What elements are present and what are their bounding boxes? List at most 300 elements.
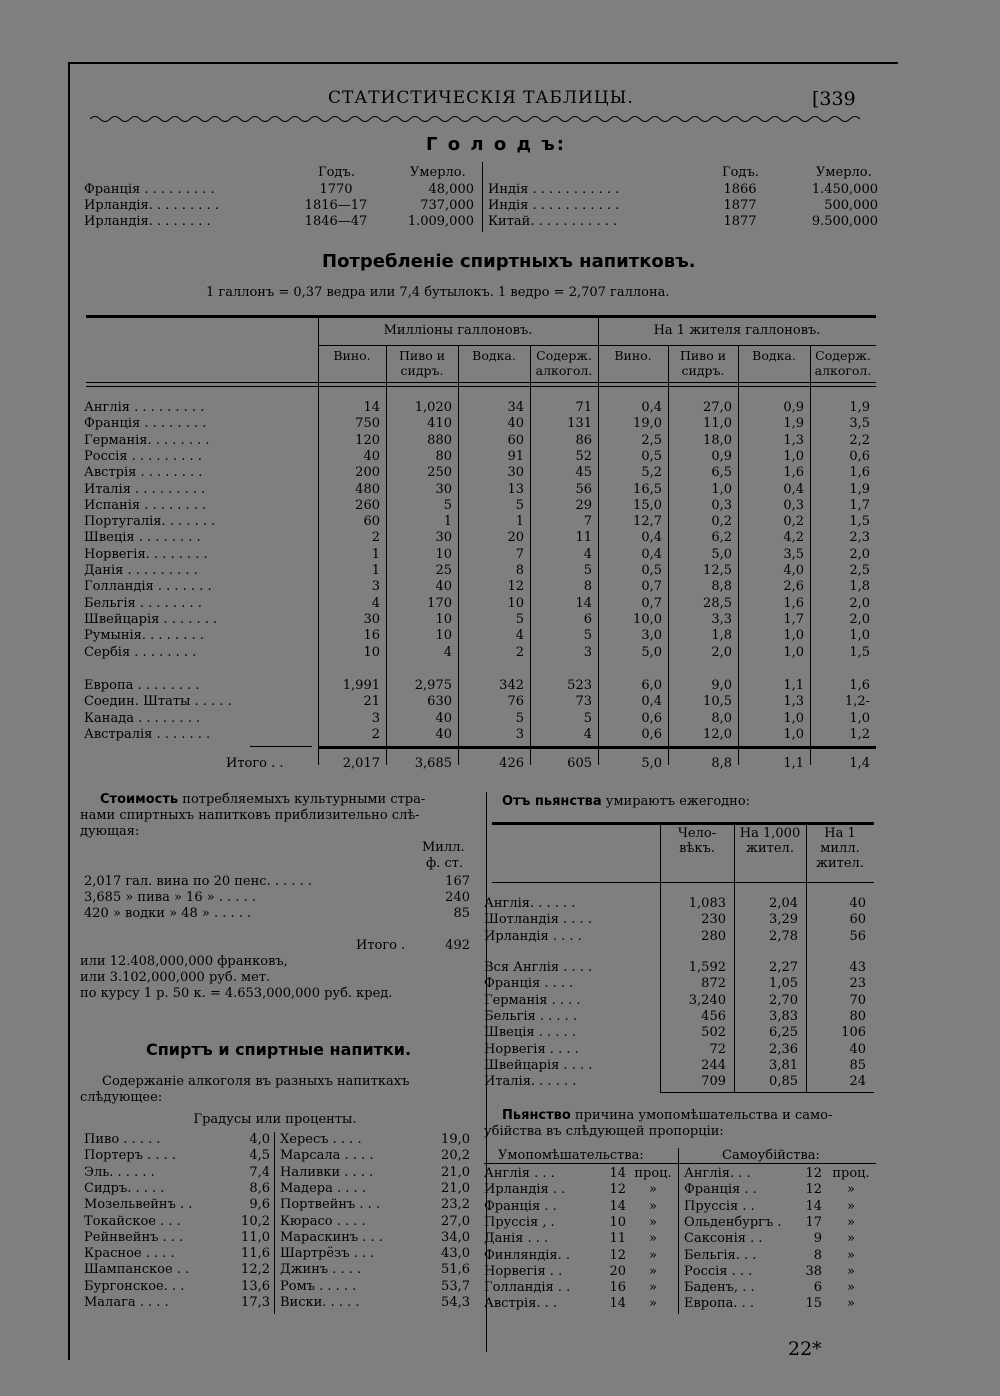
consumption-cell: 40 <box>363 448 380 464</box>
cause-number: 11 <box>609 1231 626 1247</box>
spirit-value: 20,2 <box>441 1148 470 1164</box>
spirit-name: Мадера . . . . <box>280 1180 366 1196</box>
consumption-cell: 2,0 <box>849 546 870 562</box>
consumption-cell: 342 <box>499 678 524 693</box>
cause-country: Европа. . . <box>684 1296 755 1312</box>
consumption-cell: 2,5 <box>641 432 662 448</box>
consumption-cell: 12 <box>507 579 524 595</box>
consumption-cell: 6,2 <box>711 530 732 546</box>
consumption-cell: 71 <box>575 400 592 415</box>
consumption-cell: 5 <box>515 710 524 726</box>
drunk-cell: 230 <box>701 912 726 928</box>
drunk-cell: 709 <box>701 1074 726 1090</box>
consumption-cell: 880 <box>427 432 452 448</box>
cause-country: Финляндія. . <box>484 1247 571 1263</box>
famine-country: Индія . . . . . . . . . . . <box>488 198 620 213</box>
consumption-cell: 40 <box>435 726 452 742</box>
consumption-cell: 3 <box>515 726 524 742</box>
spirit-name: Мозельвейнъ . . <box>84 1197 193 1213</box>
drunk-country: Англія. . . . . . <box>484 896 576 911</box>
consumption-cell: 131 <box>567 416 592 432</box>
consumption-cell: 120 <box>355 432 380 448</box>
consumption-cell: 1,020 <box>414 400 452 415</box>
consumption-cell: 2 <box>515 644 524 660</box>
group-header-per-capita: На 1 жителя галлоновъ. <box>653 323 821 338</box>
cost-line-value: 85 <box>453 906 470 921</box>
consumption-country: Бельгія . . . . . . . . <box>84 595 202 611</box>
consumption-cell: 200 <box>355 465 380 481</box>
consumption-cell: 7 <box>515 546 524 562</box>
consumption-cell: 1,0 <box>849 628 870 644</box>
cause-country: Данія . . . <box>484 1231 549 1247</box>
consumption-cell: 1,3 <box>783 694 804 710</box>
cause-country: Англія. . . <box>684 1166 751 1181</box>
consumption-cell: 56 <box>575 481 592 497</box>
spirits-intro2: слѣдующее: <box>80 1090 163 1105</box>
consumption-cell: 3 <box>371 710 380 726</box>
cause-unit: » <box>847 1247 855 1263</box>
spirit-name: Сидръ. . . . . <box>84 1180 165 1196</box>
consumption-col-header: Водка. <box>472 348 516 363</box>
famine-country: Индія . . . . . . . . . . . <box>488 182 620 197</box>
drunk-cell: 2,78 <box>769 928 798 944</box>
spirit-name: Токайское . . . <box>84 1213 181 1229</box>
consumption-cell: 40 <box>507 416 524 432</box>
consumption-total-cell: 8,8 <box>711 756 732 771</box>
consumption-cell: 1,2- <box>844 694 870 710</box>
cost-text2: нами спиртныхъ напитковъ приблизительно слѣ- <box>80 808 420 823</box>
consumption-country: Англія . . . . . . . . . <box>84 400 205 415</box>
consumption-cell: 21 <box>363 694 380 710</box>
drunk-country: Италія. . . . . . <box>484 1074 577 1090</box>
consumption-cell: 1,0 <box>849 710 870 726</box>
cause-unit: проц. <box>634 1166 672 1181</box>
consumption-cell: 30 <box>435 530 452 546</box>
consumption-cell: 5 <box>583 563 592 578</box>
spirit-name: Ромъ . . . . . <box>280 1278 357 1294</box>
consumption-cell: 2,6 <box>783 579 804 595</box>
spirit-name: Рейнвейнъ . . . <box>84 1229 184 1245</box>
spirit-value: 21,0 <box>441 1180 470 1196</box>
consumption-total-cell: 3,685 <box>414 756 452 771</box>
famine-title: Г о л о д ъ: <box>426 134 566 155</box>
cost-line-desc: 3,685 » пива » 16 » . . . . . <box>84 890 257 905</box>
consumption-total-label: Итого . . <box>226 756 284 771</box>
consumption-country: Сербія . . . . . . . . <box>84 644 197 660</box>
drunk-country: Швеція . . . . . <box>484 1025 576 1041</box>
consumption-cell: 2,975 <box>414 678 452 693</box>
cause-number: 14 <box>805 1198 822 1214</box>
drunk-cell: 85 <box>849 1057 866 1073</box>
cause-unit: » <box>649 1198 657 1214</box>
document-page <box>68 62 898 1360</box>
consumption-cell: 5 <box>443 497 452 513</box>
cause-head-left: Умопомѣшательства: <box>498 1148 644 1163</box>
consumption-cell: 4 <box>515 628 524 644</box>
spirit-value: 11,6 <box>241 1246 270 1262</box>
drunk-cell: 2,04 <box>769 896 798 911</box>
consumption-cell: 8 <box>583 579 592 595</box>
consumption-country: Австралія . . . . . . . <box>84 726 211 742</box>
consumption-cell: 11,0 <box>703 416 732 432</box>
cause-number: 10 <box>609 1214 626 1230</box>
cause-country: Англія . . . <box>484 1166 555 1181</box>
cause-number: 6 <box>813 1280 822 1296</box>
consumption-cell: 16 <box>363 628 380 644</box>
consumption-cell: 6,0 <box>641 678 662 693</box>
consumption-cell: 10,5 <box>703 694 732 710</box>
consumption-cell: 1,8 <box>711 628 732 644</box>
drunk-cell: 280 <box>701 928 726 944</box>
cause-number: 8 <box>813 1247 822 1263</box>
cause-unit: проц. <box>832 1166 870 1181</box>
consumption-country: Соедин. Штаты . . . . . <box>84 694 232 710</box>
consumption-cell: 3,5 <box>849 416 870 432</box>
consumption-country: Испанія . . . . . . . . <box>84 497 207 513</box>
spirit-value: 21,0 <box>441 1164 470 1180</box>
page-header-title: СТАТИСТИЧЕСКІЯ ТАБЛИЦЫ. <box>328 88 634 108</box>
consumption-cell: 5 <box>583 710 592 726</box>
consumption-cell: 12,5 <box>703 563 732 578</box>
famine-died: 1.009,000 <box>407 214 474 229</box>
consumption-cell: 13 <box>507 481 524 497</box>
cause-unit: » <box>649 1263 657 1279</box>
consumption-cell: 5 <box>515 497 524 513</box>
famine-died: 500,000 <box>824 198 878 213</box>
drunk-cell: 456 <box>701 1008 726 1024</box>
consumption-cell: 19,0 <box>633 416 662 432</box>
consumption-cell: 14 <box>575 595 592 611</box>
spirit-name: Кюрасо . . . . <box>280 1213 366 1229</box>
consumption-cell: 1,9 <box>783 416 804 432</box>
consumption-cell: 4 <box>371 595 380 611</box>
consumption-cell: 2,3 <box>849 530 870 546</box>
consumption-cell: 6 <box>583 611 592 627</box>
drunk-cell: 0,85 <box>769 1074 798 1090</box>
consumption-cell: 523 <box>567 678 592 693</box>
famine-year: 1866 <box>723 182 757 197</box>
consumption-cell: 14 <box>363 400 380 415</box>
consumption-cell: 1,8 <box>849 579 870 595</box>
cause-number: 38 <box>805 1263 822 1279</box>
consumption-cell: 12,0 <box>703 726 732 742</box>
spirit-value: 54,3 <box>441 1295 470 1310</box>
consumption-cell: 1 <box>371 563 380 578</box>
consumption-cell: 4,0 <box>783 563 804 578</box>
drunk-cell: 502 <box>701 1025 726 1041</box>
spirit-name: Эль. . . . . . <box>84 1164 155 1180</box>
drunk-cell: 3,29 <box>769 912 798 928</box>
cause-number: 14 <box>609 1296 626 1312</box>
cost-line-desc: 2,017 гал. вина по 20 пенс. . . . . . <box>84 874 313 889</box>
consumption-cell: 1,3 <box>783 432 804 448</box>
cause-number: 14 <box>609 1166 626 1181</box>
consumption-cell: 2,5 <box>849 563 870 578</box>
consumption-cell: 60 <box>507 432 524 448</box>
cause-country: Ольденбургъ . <box>684 1214 782 1230</box>
consumption-cell: 3,5 <box>783 546 804 562</box>
consumption-cell: 1,0 <box>711 481 732 497</box>
consumption-cell: 260 <box>355 497 380 513</box>
consumption-cell: 4 <box>583 726 592 742</box>
consumption-cell: 1,7 <box>783 611 804 627</box>
spirit-value: 13,6 <box>241 1278 270 1294</box>
consumption-country: Португалія. . . . . . . <box>84 514 216 530</box>
spirits-title: Спиртъ и спиртные напитки. <box>146 1040 412 1059</box>
famine-year: 1846—47 <box>304 214 368 229</box>
cause-country: Саксонія . . <box>684 1231 763 1247</box>
consumption-cell: 0,2 <box>711 514 732 530</box>
consumption-cell: 34 <box>507 400 524 415</box>
consumption-cell: 1,6 <box>849 678 870 693</box>
consumption-cell: 2,0 <box>711 644 732 660</box>
drunk-country: Вся Англія . . . . <box>484 960 593 975</box>
spirits-caption: Градусы или проценты. <box>193 1112 357 1127</box>
consumption-total-cell: 1,1 <box>783 756 804 771</box>
cause-country: Франція . . <box>484 1198 557 1214</box>
spirit-value: 4,5 <box>249 1148 270 1164</box>
cause-text1: причина умопомѣшательства и само- <box>570 1108 833 1123</box>
spirit-value: 4,0 <box>249 1132 270 1147</box>
cause-country: Ирландія . . <box>484 1182 566 1198</box>
spirit-value: 10,2 <box>241 1213 270 1229</box>
consumption-cell: 0,4 <box>641 546 662 562</box>
cause-unit: » <box>649 1231 657 1247</box>
consumption-cell: 52 <box>575 448 592 464</box>
cause-unit: » <box>649 1214 657 1230</box>
consumption-cell: 3 <box>583 644 592 660</box>
cost-or3: по курсу 1 р. 50 к. = 4.653,000,000 руб. кред. <box>80 986 393 1001</box>
consumption-cell: 10 <box>435 546 452 562</box>
consumption-cell: 76 <box>507 694 524 710</box>
wavy-rule <box>90 114 860 124</box>
cause-number: 12 <box>609 1182 626 1198</box>
drunk-cell: 60 <box>849 912 866 928</box>
drunk-cell: 24 <box>849 1074 866 1090</box>
consumption-cell: 0,7 <box>641 579 662 595</box>
drunk-cell: 70 <box>849 992 866 1008</box>
consumption-cell: 25 <box>435 563 452 578</box>
cost-line-value: 240 <box>445 890 470 905</box>
consumption-cell: 2,2 <box>849 432 870 448</box>
famine-col-died-left: Умерло. <box>410 165 466 180</box>
consumption-cell: 6,5 <box>711 465 732 481</box>
consumption-cell: 40 <box>435 710 452 726</box>
consumption-cell: 0,5 <box>641 563 662 578</box>
consumption-cell: 480 <box>355 481 380 497</box>
famine-country: Ирландія. . . . . . . . . <box>84 198 219 213</box>
cause-country: Франція . . <box>684 1182 757 1198</box>
consumption-cell: 45 <box>575 465 592 481</box>
cause-country: Норвегія . . <box>484 1263 563 1279</box>
drunk-col-header: На 1 милл. жител. <box>816 826 864 871</box>
cause-text2: убійства въ слѣдующей пропорціи: <box>484 1124 724 1139</box>
consumption-title: Потребленіе спиртныхъ напитковъ. <box>322 251 696 272</box>
consumption-total-cell: 5,0 <box>641 756 662 771</box>
spirit-value: 51,6 <box>441 1262 470 1278</box>
consumption-cell: 5,0 <box>711 546 732 562</box>
consumption-total-cell: 1,4 <box>849 756 870 771</box>
cause-country: Россія . . . <box>684 1263 753 1279</box>
consumption-cell: 0,3 <box>711 497 732 513</box>
famine-col-year-right: Годъ. <box>722 165 759 180</box>
consumption-country: Норвегія. . . . . . . . <box>84 546 208 562</box>
cause-number: 15 <box>805 1296 822 1312</box>
spirit-name: Малага . . . . <box>84 1295 169 1310</box>
consumption-col-header: Пиво и сидръ. <box>679 348 727 378</box>
consumption-cell: 28,5 <box>703 595 732 611</box>
spirit-value: 9,6 <box>249 1197 270 1213</box>
spirits-intro1: Содержаніе алкоголя въ разныхъ напиткахъ <box>102 1074 410 1089</box>
cost-line-value: 167 <box>445 874 470 889</box>
consumption-cell: 1,6 <box>783 595 804 611</box>
consumption-cell: 3,3 <box>711 611 732 627</box>
consumption-cell: 30 <box>507 465 524 481</box>
drunk-cell: 23 <box>849 976 866 992</box>
consumption-cell: 2 <box>371 530 380 546</box>
drunk-country: Швейцарія . . . . <box>484 1057 593 1073</box>
drunk-cell: 72 <box>709 1041 726 1057</box>
cause-number: 12 <box>805 1166 822 1181</box>
drunk-cell: 3,240 <box>688 992 726 1008</box>
drunk-country: Франція . . . . <box>484 976 574 992</box>
consumption-cell: 10 <box>507 595 524 611</box>
consumption-cell: 0,4 <box>641 530 662 546</box>
drunk-cell: 1,05 <box>769 976 798 992</box>
cost-text1: потребляемыхъ культурными стра- <box>178 792 426 807</box>
drunk-cell: 40 <box>849 896 866 911</box>
consumption-cell: 170 <box>427 595 452 611</box>
consumption-cell: 1,0 <box>783 644 804 660</box>
consumption-cell: 12,7 <box>633 514 662 530</box>
consumption-cell: 27,0 <box>703 400 732 415</box>
consumption-cell: 0,6 <box>849 448 870 464</box>
consumption-cell: 0,5 <box>641 448 662 464</box>
famine-year: 1770 <box>319 182 353 197</box>
spirit-value: 11,0 <box>241 1229 270 1245</box>
consumption-country: Швейцарія . . . . . . . <box>84 611 218 627</box>
spirit-name: Хересъ . . . . <box>280 1132 362 1147</box>
consumption-col-header: Содерж. алкогол. <box>535 348 593 378</box>
consumption-total-cell: 605 <box>567 756 592 771</box>
consumption-cell: 0,9 <box>711 448 732 464</box>
consumption-cell: 3 <box>371 579 380 595</box>
consumption-col-header: Пиво и сидръ. <box>398 348 446 378</box>
spirit-name: Шампанское . . <box>84 1262 190 1278</box>
consumption-country: Италія . . . . . . . . . <box>84 481 206 497</box>
consumption-country: Швеція . . . . . . . . <box>84 530 201 546</box>
consumption-cell: 91 <box>507 448 524 464</box>
famine-country: Ирландія. . . . . . . . <box>84 214 211 229</box>
consumption-country: Данія . . . . . . . . . <box>84 563 198 578</box>
spirit-name: Бургонское. . . <box>84 1278 185 1294</box>
consumption-cell: 8,8 <box>711 579 732 595</box>
spirit-value: 43,0 <box>441 1246 470 1262</box>
consumption-cell: 8,0 <box>711 710 732 726</box>
cause-country: Австрія. . . <box>484 1296 557 1312</box>
cause-lead: Пьянство <box>502 1108 571 1123</box>
drunk-cell: 40 <box>849 1041 866 1057</box>
drunk-cell: 56 <box>849 928 866 944</box>
drunk-country: Бельгія . . . . . <box>484 1008 578 1024</box>
consumption-cell: 18,0 <box>703 432 732 448</box>
page-number: [339 <box>812 88 856 110</box>
consumption-cell: 1,5 <box>849 514 870 530</box>
consumption-cell: 86 <box>575 432 592 448</box>
famine-col-year-left: Годъ. <box>318 165 355 180</box>
spirit-name: Шартрёзъ . . . <box>280 1246 375 1262</box>
spirit-name: Марсала . . . . <box>280 1148 374 1164</box>
drunk-country: Ирландія . . . . <box>484 928 582 944</box>
cost-unit1: Милл. <box>422 840 465 855</box>
consumption-cell: 73 <box>575 694 592 710</box>
cause-country: Бельгія. . . <box>684 1247 757 1263</box>
consumption-country: Канада . . . . . . . . <box>84 710 201 726</box>
cause-unit: » <box>847 1296 855 1312</box>
cause-country: Пруссія , . <box>484 1214 555 1230</box>
cost-or2: или 3.102,000,000 руб. мет. <box>80 970 271 985</box>
consumption-cell: 4 <box>583 546 592 562</box>
consumption-cell: 0,2 <box>783 514 804 530</box>
cause-unit: » <box>649 1182 657 1198</box>
consumption-cell: 30 <box>435 481 452 497</box>
cause-country: Голландія . . <box>484 1280 571 1296</box>
signature-mark: 22* <box>788 1338 822 1360</box>
drunk-country: Германія . . . . <box>484 992 581 1008</box>
drunk-cell: 80 <box>849 1008 866 1024</box>
consumption-cell: 1,9 <box>849 400 870 415</box>
drunk-cell: 43 <box>849 960 866 975</box>
consumption-country: Россія . . . . . . . . . <box>84 448 202 464</box>
famine-died: 48,000 <box>428 182 474 197</box>
consumption-cell: 11 <box>575 530 592 546</box>
spirit-value: 23,2 <box>441 1197 470 1213</box>
cause-unit: » <box>649 1280 657 1296</box>
consumption-cell: 4,2 <box>783 530 804 546</box>
cause-unit: » <box>847 1182 855 1198</box>
cost-unit2: ф. ст. <box>426 856 464 871</box>
consumption-cell: 1,1 <box>783 678 804 693</box>
consumption-cell: 0,4 <box>641 694 662 710</box>
cost-total: 492 <box>445 938 470 953</box>
consumption-cell: 30 <box>363 611 380 627</box>
consumption-cell: 60 <box>363 514 380 530</box>
spirit-value: 12,2 <box>241 1262 270 1278</box>
consumption-col-header: Водка. <box>752 348 796 363</box>
consumption-cell: 1,7 <box>849 497 870 513</box>
drunk-cell: 244 <box>701 1057 726 1073</box>
spirit-value: 27,0 <box>441 1213 470 1229</box>
spirit-value: 53,7 <box>441 1278 470 1294</box>
consumption-cell: 1 <box>371 546 380 562</box>
consumption-country: Австрія . . . . . . . . <box>84 465 203 481</box>
spirit-name: Джинъ . . . . <box>280 1262 362 1278</box>
consumption-cell: 8 <box>515 563 524 578</box>
consumption-cell: 1,9 <box>849 481 870 497</box>
consumption-cell: 0,4 <box>783 481 804 497</box>
consumption-cell: 1,0 <box>783 710 804 726</box>
drunk-cell: 1,592 <box>688 960 726 975</box>
consumption-country: Голландія . . . . . . . <box>84 579 212 595</box>
spirit-value: 8,6 <box>249 1180 270 1196</box>
spirit-name: Наливки . . . . <box>280 1164 374 1180</box>
consumption-cell: 40 <box>435 579 452 595</box>
consumption-cell: 1,2 <box>849 726 870 742</box>
cause-number: 14 <box>609 1198 626 1214</box>
consumption-cell: 2,0 <box>849 595 870 611</box>
consumption-cell: 15,0 <box>633 497 662 513</box>
consumption-cell: 0,6 <box>641 726 662 742</box>
